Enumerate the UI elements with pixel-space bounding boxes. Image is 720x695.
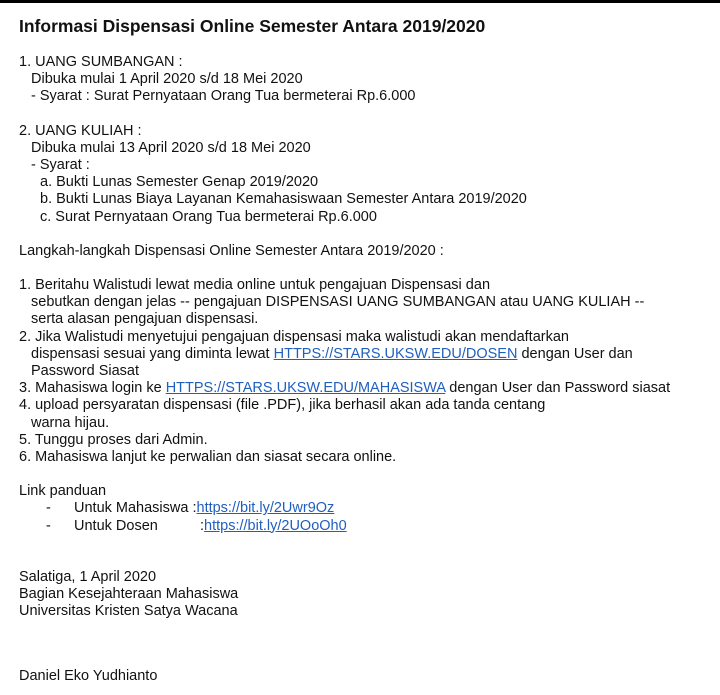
link-panduan-item — [19, 500, 719, 517]
step-1-line-2: sebutkan dengan jelas -- pengajuan DISPENSASI UANG SUMBANGAN atau UANG KULIAH -- — [31, 294, 645, 311]
page-title: Informasi Dispensasi Online Semester Antara 2019/2020 — [19, 16, 486, 36]
step-6: 6. Mahasiswa lanjut ke perwalian dan siasat secara online. — [19, 449, 397, 466]
step-5: 5. Tunggu proses dari Admin. — [19, 431, 208, 448]
section-link-panduan — [19, 483, 719, 535]
link-panduan-item — [19, 518, 719, 535]
uang-kuliah-syarat-label: - Syarat : — [31, 157, 90, 174]
link-panduan-label: Untuk Dosen — [74, 517, 158, 534]
uang-kuliah-dibuka: Dibuka mulai 13 April 2020 s/d 18 Mei 2020 — [31, 139, 311, 156]
document — [19, 16, 719, 686]
mahasiswa-guide-link[interactable]: https://bit.ly/2Uwr9Oz — [196, 500, 335, 517]
step-2-line-2-post: dengan User dan — [517, 345, 633, 362]
uang-kuliah-item-b: b. Bukti Lunas Biaya Layanan Kemahasiswaan Semester Antara 2019/2020 — [40, 191, 527, 208]
uang-kuliah-heading: 2. UANG KULIAH : — [19, 122, 142, 139]
section-langkah-heading — [19, 243, 719, 260]
link-panduan-label: Untuk Mahasiswa — [74, 500, 189, 517]
section-closing — [19, 569, 719, 621]
section-uang-kuliah — [19, 123, 719, 226]
step-1-line-1: 1. Beritahu Walistudi lewat media online untuk pengajuan Dispensasi dan — [19, 277, 491, 294]
list-dash: - — [46, 500, 51, 517]
uang-kuliah-item-a: a. Bukti Lunas Semester Genap 2019/2020 — [40, 174, 319, 191]
step-3 — [19, 380, 719, 397]
closing-place-date: Salatiga, 1 April 2020 — [19, 568, 157, 585]
step-3-post: dengan User dan Password siasat — [445, 380, 671, 397]
link-panduan-heading: Link panduan — [19, 483, 107, 500]
step-4-line-1: 4. upload persyaratan dispensasi (file .PDF), jika berhasil akan ada tanda centang — [19, 397, 546, 414]
section-uang-sumbangan — [19, 54, 719, 106]
uang-sumbangan-syarat: - Syarat : Surat Pernyataan Orang Tua bermeterai Rp.6.000 — [31, 88, 416, 105]
dosen-portal-link[interactable]: HTTPS://STARS.UKSW.EDU/DOSEN — [273, 345, 518, 362]
step-2-line-3: Password Siasat — [31, 363, 139, 380]
uang-sumbangan-dibuka: Dibuka mulai 1 April 2020 s/d 18 Mei 2020 — [31, 71, 303, 88]
closing-department: Bagian Kesejahteraan Mahasiswa — [19, 586, 239, 603]
step-3-pre: 3. Mahasiswa login ke — [19, 380, 166, 397]
uang-sumbangan-heading: 1. UANG SUMBANGAN : — [19, 54, 183, 70]
list-dash: - — [46, 517, 51, 534]
mahasiswa-portal-link[interactable]: HTTPS://STARS.UKSW.EDU/MAHASISWA — [165, 380, 446, 397]
step-2-line-2 — [19, 346, 719, 363]
step-2-line-1: 2. Jika Walistudi menyetujui pengajuan dispensasi maka walistudi akan mendaftarkan — [19, 328, 569, 345]
langkah-heading: Langkah-langkah Dispensasi Online Semester Antara 2019/2020 : — [19, 242, 444, 259]
signer-name: Daniel Eko Yudhianto — [19, 668, 158, 685]
step-1-line-3: serta alasan pengajuan dispensasi. — [31, 311, 259, 328]
section-langkah-steps — [19, 277, 719, 466]
closing-university: Universitas Kristen Satya Wacana — [19, 603, 238, 620]
uang-kuliah-item-c: c. Surat Pernyataan Orang Tua bermeterai Rp.6.000 — [40, 208, 377, 225]
dosen-guide-link[interactable]: https://bit.ly/2UOoOh0 — [204, 517, 347, 534]
top-border — [0, 0, 720, 3]
step-2-line-2-pre: dispensasi sesuai yang diminta lewat — [31, 345, 274, 362]
link-panduan-sep: : — [200, 517, 205, 534]
link-panduan-sep: : — [192, 500, 197, 517]
step-4-line-2: warna hijau. — [31, 414, 110, 431]
